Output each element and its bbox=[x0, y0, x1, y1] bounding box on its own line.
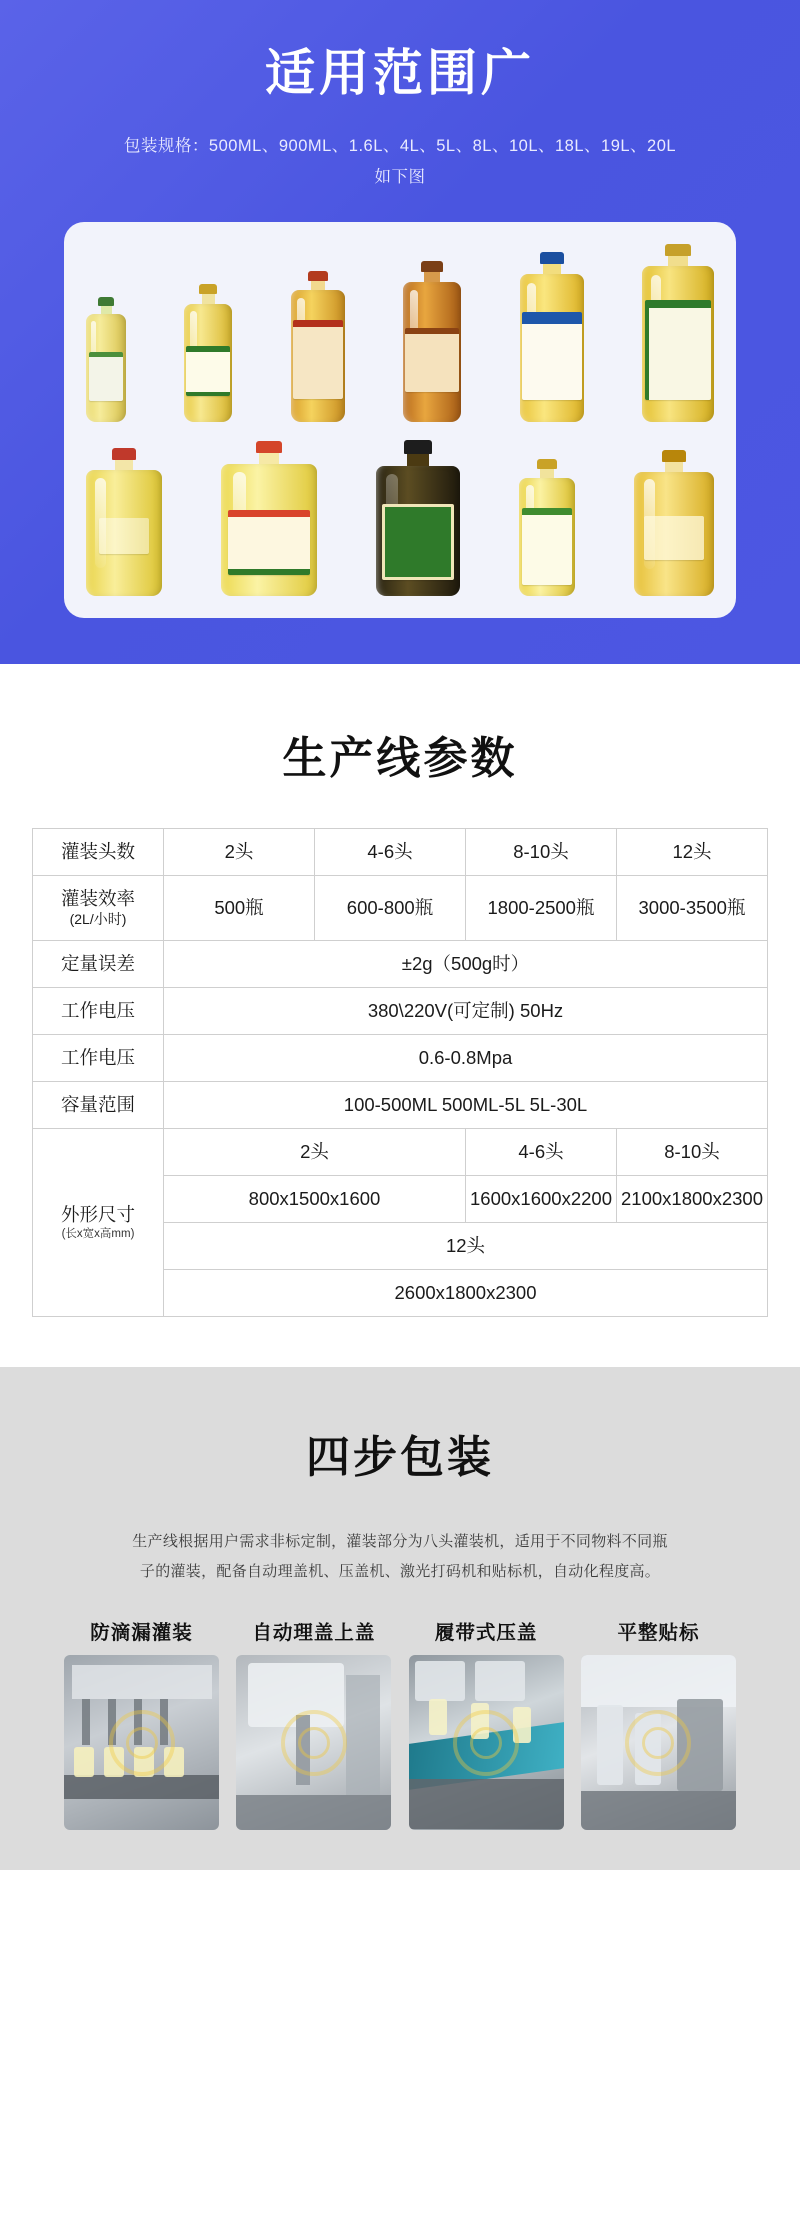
see-below-line: 如下图 bbox=[374, 167, 426, 186]
cell-heads-4-6: 4-6头 bbox=[315, 829, 466, 876]
row-label-filling-heads: 灌装头数 bbox=[33, 829, 164, 876]
green-label-oil-bottle bbox=[86, 297, 126, 422]
row-label-capacity: 容量范围 bbox=[33, 1081, 164, 1128]
row-label-efficiency-unit: (2L/小时) bbox=[69, 911, 127, 928]
dim-value-12: 2600x1800x2300 bbox=[164, 1269, 768, 1316]
dim-head-4-6: 4-6头 bbox=[466, 1128, 617, 1175]
belt-capper-photo bbox=[409, 1655, 564, 1830]
cell-heads-2: 2头 bbox=[164, 829, 315, 876]
parameters-title: 生产线参数 bbox=[282, 734, 518, 784]
hero-section bbox=[0, 0, 800, 664]
step-heading-capping-feed: 自动理盖上盖 bbox=[252, 1622, 376, 1644]
5l-clear-jug bbox=[86, 448, 162, 596]
parameters-section bbox=[0, 664, 800, 1367]
cell-eff-12: 3000-3500瓶 bbox=[617, 876, 768, 941]
row-label-pressure: 工作电压 bbox=[33, 1034, 164, 1081]
step-heading-filling: 防滴漏灌装 bbox=[90, 1622, 193, 1644]
corn-oil-bottle bbox=[184, 284, 232, 422]
packaging-spec-line: 包装规格：500ML、900ML、1.6L、4L、5L、8L、10L、18L、19L、20L bbox=[123, 137, 677, 155]
hero-subtitle bbox=[50, 131, 750, 192]
filling-machine-photo bbox=[64, 1655, 219, 1830]
description-line-2: 子的灌装，配备自动理盖机、压盖机、激光打码机和贴标机，自动化程度高。 bbox=[139, 1563, 661, 1580]
blend-oil-jug bbox=[221, 441, 317, 596]
specs-table bbox=[32, 828, 768, 1317]
bottom-spacer bbox=[0, 1870, 800, 1886]
step-heading-labeling: 平整贴标 bbox=[617, 1622, 700, 1644]
watermark-icon bbox=[109, 1710, 175, 1776]
labeling-machine-photo bbox=[581, 1655, 736, 1830]
dim-head-8-10: 8-10头 bbox=[617, 1128, 768, 1175]
dim-value-8-10: 2100x1800x2300 bbox=[617, 1175, 768, 1222]
table-row bbox=[33, 987, 768, 1034]
four-step-description bbox=[86, 1527, 714, 1587]
table-row bbox=[33, 1034, 768, 1081]
row-label-efficiency bbox=[33, 876, 164, 941]
cell-eff-4-6: 600-800瓶 bbox=[315, 876, 466, 941]
watermark-icon bbox=[453, 1710, 519, 1776]
cell-voltage-value: 380\220V(可定制) 50Hz bbox=[164, 987, 768, 1034]
row-label-dimensions bbox=[33, 1128, 164, 1316]
amber-oil-bottle bbox=[403, 261, 461, 422]
row-label-dimensions-unit: (长x宽x高mm) bbox=[61, 1227, 135, 1240]
watermark-icon bbox=[281, 1710, 347, 1776]
table-row bbox=[33, 1081, 768, 1128]
cell-capacity-value: 100-500ML 500ML-5L 5L-30L bbox=[164, 1081, 768, 1128]
row-label-dimensions-main: 外形尺寸 bbox=[60, 1203, 135, 1225]
row-label-efficiency-main: 灌装效率 bbox=[60, 888, 135, 910]
dim-value-2: 800x1500x1600 bbox=[164, 1175, 466, 1222]
row-label-error: 定量误差 bbox=[33, 940, 164, 987]
sunflower-oil-bottle bbox=[520, 252, 584, 422]
rapeseed-oil-bottle bbox=[519, 459, 575, 596]
cell-heads-12: 12头 bbox=[617, 829, 768, 876]
dim-head-2: 2头 bbox=[164, 1128, 466, 1175]
table-row bbox=[33, 829, 768, 876]
bottle-row-1 bbox=[80, 244, 720, 422]
row-label-voltage: 工作电压 bbox=[33, 987, 164, 1034]
watermark-icon bbox=[625, 1710, 691, 1776]
golden-flat-jug bbox=[634, 450, 714, 596]
cell-heads-8-10: 8-10头 bbox=[466, 829, 617, 876]
table-row bbox=[33, 876, 768, 941]
cell-eff-8-10: 1800-2500瓶 bbox=[466, 876, 617, 941]
cap-feeder-photo bbox=[236, 1655, 391, 1830]
table-row bbox=[33, 940, 768, 987]
bottle-row-2 bbox=[80, 440, 720, 596]
page-title: 适用范围广 bbox=[265, 45, 535, 101]
step-heading-row bbox=[64, 1617, 736, 1645]
four-step-title: 四步包装 bbox=[306, 1433, 494, 1482]
description-line-1: 生产线根据用户需求非标定制，灌装部分为八头灌装机，适用于不同物料不同瓶 bbox=[132, 1533, 668, 1550]
peanut-oil-bottle bbox=[291, 271, 345, 422]
cell-error-value: ±2g（500g时） bbox=[164, 940, 768, 987]
cell-eff-2: 500瓶 bbox=[164, 876, 315, 941]
table-row bbox=[33, 1128, 768, 1175]
step-heading-belt-capper: 履带式压盖 bbox=[434, 1622, 538, 1644]
large-jug-oil-bottle bbox=[642, 244, 714, 422]
dim-head-12: 12头 bbox=[164, 1222, 768, 1269]
bottle-gallery-card bbox=[64, 222, 736, 618]
step-image-row bbox=[64, 1655, 736, 1830]
dim-value-4-6: 1600x1600x2200 bbox=[466, 1175, 617, 1222]
dark-soy-oil-jug bbox=[376, 440, 460, 596]
cell-pressure-value: 0.6-0.8Mpa bbox=[164, 1034, 768, 1081]
four-step-section bbox=[0, 1367, 800, 1870]
